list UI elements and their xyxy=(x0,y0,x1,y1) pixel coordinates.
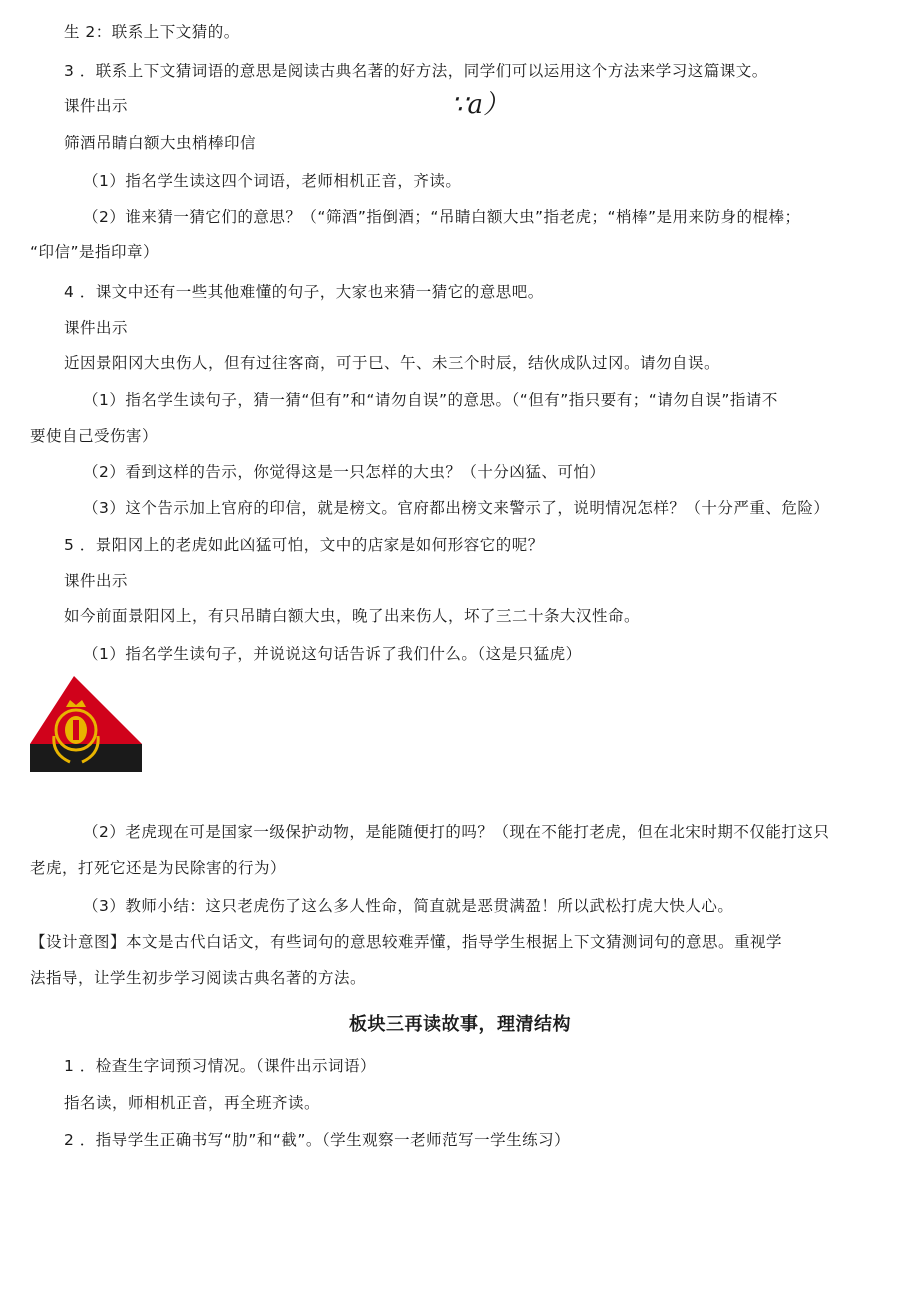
line-21: （3）教师小结：这只老虎伤了这么多人性命，简直就是恶贯满盈！所以武松打虎大快人心。 xyxy=(83,897,734,915)
crest-emblem-image xyxy=(30,674,142,772)
line-16: 课件出示 xyxy=(64,572,129,590)
line-09: 课件出示 xyxy=(64,319,129,337)
line-17: 如今前面景阳冈上，有只吊睛白额大虫，晚了出来伤人，坏了三二十条大汉性命。 xyxy=(64,607,641,625)
line-13: （2）看到这样的告示，你觉得这是一只怎样的大虫？（十分凶猛、可怕） xyxy=(83,463,606,481)
line-03: 课件出示 xyxy=(64,97,129,115)
emblem-crest-stripe xyxy=(73,720,79,740)
line-26: 2 ．指导学生正确书写“肋”和“截”。（学生观察一老师范写一学生练习） xyxy=(64,1131,571,1149)
line-19: （2）老虎现在可是国家一级保护动物，是能随便打的吗？（现在不能打老虎，但在北宋时期不仅能打这只 xyxy=(83,823,830,841)
line-10: 近因景阳冈大虫伤人，但有过往客商，可于巳、午、未三个时辰，结伙成队过冈。请勿自误。 xyxy=(64,354,721,372)
line-11: （1）指名学生读句子，猜一猜“但有”和“请勿自误”的意思。（“但有”指只要有；“请勿自误”指请不 xyxy=(83,391,778,409)
line-20: 老虎，打死它还是为民除害的行为） xyxy=(30,859,287,877)
line-08: 4 ．课文中还有一些其他难懂的句子，大家也来猜一猜它的意思吧。 xyxy=(64,283,544,301)
line-24: 1 ．检查生字词预习情况。（课件出示词语） xyxy=(64,1057,377,1075)
line-25: 指名读，师相机正音，再全班齐读。 xyxy=(64,1094,321,1112)
line-01: 生 2：联系上下文猜的。 xyxy=(64,23,240,41)
formula-glyph: ∵a） xyxy=(451,90,510,120)
line-22: 【设计意图】本文是古代白话文，有些词句的意思较难弄懂，指导学生根据上下文猜测词句的意思。重视学 xyxy=(30,933,783,951)
line-18: （1）指名学生读句子，并说说这句话告诉了我们什么。（这是只猛虎） xyxy=(83,645,582,663)
line-05: （1）指名学生读这四个词语，老师相机正音，齐读。 xyxy=(83,172,462,190)
line-23: 法指导，让学生初步学习阅读古典名著的方法。 xyxy=(30,969,367,987)
section-heading: 板块三再读故事，理清结构 xyxy=(349,1014,571,1035)
line-15: 5 ．景阳冈上的老虎如此凶猛可怕，文中的店家是如何形容它的呢？ xyxy=(64,536,544,554)
line-02: 3 ．联系上下文猜词语的意思是阅读古典名著的好方法，同学们可以运用这个方法来学习这篇课文。 xyxy=(64,62,768,80)
line-04: 筛酒吊睛白额大虫梢棒印信 xyxy=(64,134,257,152)
line-14: （3）这个告示加上官府的印信，就是榜文。官府都出榜文来警示了，说明情况怎样？（十分严重、危险） xyxy=(83,499,830,517)
line-06: （2）谁来猜一猜它们的意思？（“筛酒”指倒酒；“吊睛白额大虫”指老虎；“梢棒”是用来防身的棍棒； xyxy=(83,208,801,226)
line-07: “印信”是指印章） xyxy=(30,243,160,261)
line-12: 要使自己受伤害） xyxy=(30,427,159,445)
